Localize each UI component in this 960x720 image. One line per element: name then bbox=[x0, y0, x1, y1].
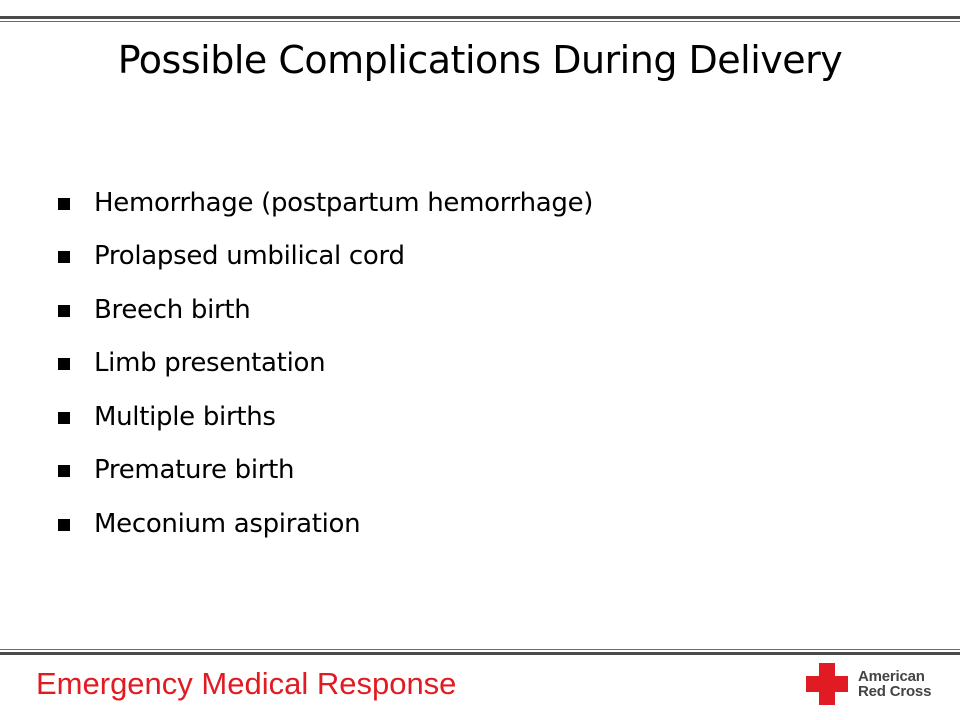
bottom-divider-thin bbox=[0, 649, 960, 650]
list-item bbox=[58, 390, 593, 444]
bullet-text: Breech birth bbox=[94, 294, 251, 325]
top-divider-thick bbox=[0, 16, 960, 19]
list-item bbox=[58, 176, 593, 230]
bullet-text: Prolapsed umbilical cord bbox=[94, 241, 405, 272]
list-item bbox=[58, 497, 593, 551]
logo-wordmark bbox=[858, 669, 931, 699]
course-title: Emergency Medical Response bbox=[36, 666, 457, 701]
logo-line-2: Red Cross bbox=[858, 683, 932, 700]
square-bullet-icon bbox=[58, 251, 70, 263]
bullet-text: Limb presentation bbox=[94, 348, 326, 379]
slide-title: Possible Complications During Delivery bbox=[117, 38, 843, 82]
top-divider-thin bbox=[0, 21, 960, 22]
logo-line-1: American bbox=[858, 668, 925, 685]
square-bullet-icon bbox=[58, 358, 70, 370]
square-bullet-icon bbox=[58, 305, 70, 317]
list-item bbox=[58, 230, 593, 284]
bullet-text: Hemorrhage (postpartum hemorrhage) bbox=[94, 187, 594, 218]
bullet-text: Premature birth bbox=[94, 455, 295, 486]
square-bullet-icon bbox=[58, 519, 70, 531]
bullet-text: Multiple births bbox=[94, 401, 276, 432]
bullet-text: Meconium aspiration bbox=[94, 508, 361, 539]
list-item bbox=[58, 444, 593, 498]
square-bullet-icon bbox=[58, 465, 70, 477]
american-red-cross-logo bbox=[804, 659, 931, 709]
square-bullet-icon bbox=[58, 198, 70, 210]
list-item bbox=[58, 283, 593, 337]
bullet-list bbox=[58, 176, 593, 551]
red-cross-icon bbox=[804, 661, 850, 707]
bottom-divider-thick bbox=[0, 652, 960, 655]
list-item bbox=[58, 337, 593, 391]
square-bullet-icon bbox=[58, 412, 70, 424]
